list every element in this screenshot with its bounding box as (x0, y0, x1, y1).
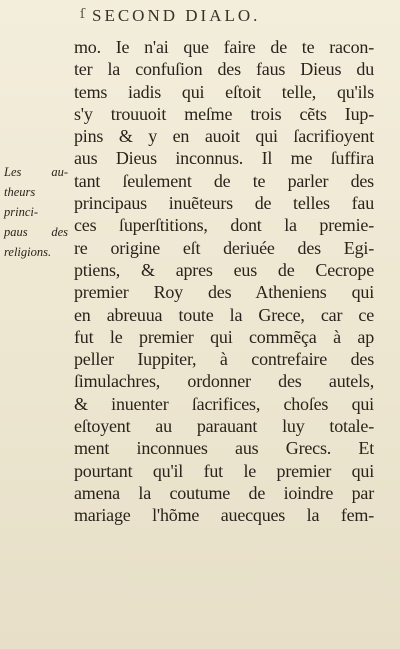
text-line: pourtant qu'il fut le premier qui (74, 460, 374, 481)
margin-note-line: paus des (4, 225, 68, 239)
text-line: pins & y en auoit qui ſacrifioyent (74, 126, 374, 147)
text-line: mo. Ie n'ai que faire de te racon- (74, 37, 374, 57)
text-line: eſtoyent au parauant luy totale- (74, 416, 374, 437)
text-line: amena la coutume de ioindre par (74, 482, 374, 503)
margin-note-line: princi- (4, 205, 39, 219)
running-title: SECOND DIALO. (92, 6, 261, 25)
text-line: fut le premier qui commẽça à ap (74, 326, 374, 347)
margin-note (4, 162, 68, 262)
text-line: en abreuua toute la Grece, car ce (74, 304, 374, 325)
margin-note-line: Les au- (4, 165, 68, 179)
text-line: ment inconnues aus Grecs. Et (74, 438, 374, 459)
text-line: ter la confuſion des faus Dieus du (74, 59, 374, 80)
text-line: ptiens, & apres eus de Cecrope (74, 259, 374, 280)
margin-note-line: religions. (4, 245, 52, 259)
text-line: tant ſeulement de te parler des (74, 170, 374, 191)
text-line: & inuenter ſacrifices, choſes qui (74, 393, 374, 414)
text-line: aus Dieus inconnus. Il me ſuffira (74, 148, 374, 169)
text-line: ces ſuperſtitions, dont la premie- (74, 215, 374, 236)
gutter-mark: ſ (80, 7, 85, 22)
text-line: peller Iuppiter, à contrefaire des (74, 349, 374, 370)
text-line: s'y trouuoit meſme trois cẽts Iup- (74, 103, 374, 124)
text-line: tems iadis qui eſtoit telle, qu'ils (74, 81, 374, 102)
text-line: premier Roy des Atheniens qui (74, 282, 374, 303)
margin-note-line: theurs (4, 185, 36, 199)
text-line: re origine eſt deriuée des Egi- (74, 237, 374, 258)
body-text (74, 36, 374, 527)
text-line: mariage l'hõme auecques la fem- (74, 505, 374, 526)
text-line: principaus inuẽteurs de telles fau (74, 193, 374, 214)
text-line: ſimulachres, ordonner des autels, (74, 371, 374, 392)
